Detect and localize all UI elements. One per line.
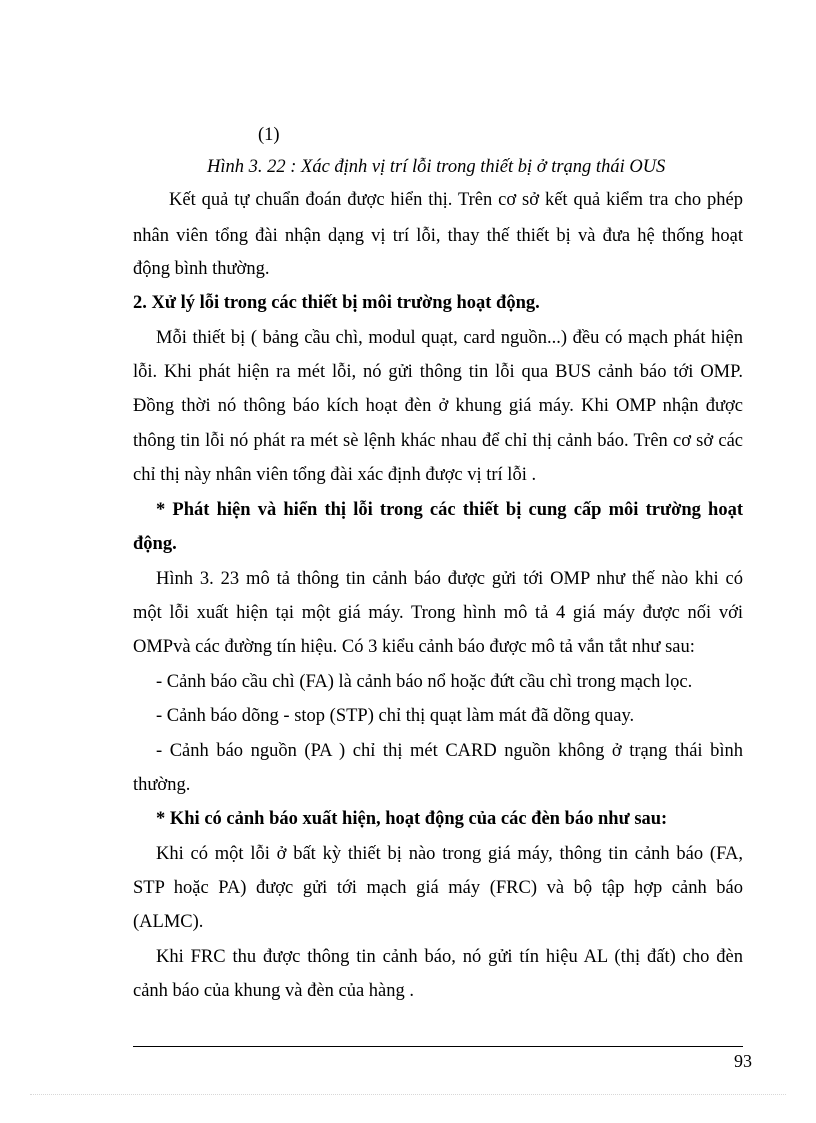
paragraph-3-line-3: OMPvà các đường tín hiệu. Có 3 kiểu cảnh báo được mô tả vắn tắt như sau:: [133, 637, 695, 657]
alarm-list-item-fuse: - Cảnh báo cầu chì (FA) là cảnh báo nổ hoặc đứt cầu chì trong mạch lọc.: [156, 672, 693, 692]
paragraph-4-line-2: STP hoặc PA) được gửi tới mạch giá máy (FRC) và bộ tập hợp cảnh báo: [133, 878, 743, 898]
paragraph-4-line-3: (ALMC).: [133, 912, 204, 932]
section-heading-2: 2. Xử lý lỗi trong các thiết bị môi trường hoạt động.: [133, 293, 540, 313]
paragraph-3-line-1: Hình 3. 23 mô tả thông tin cảnh báo được gửi tới OMP như thế nào khi có: [156, 569, 743, 589]
figure-number: (1): [258, 125, 280, 145]
paragraph-2-line-4: thông tin lỗi nó phát ra mét sè lệnh khác nhau để chỉ thị cảnh báo. Trên cơ sở các: [133, 431, 743, 451]
paragraph-2-line-5: chỉ thị này nhân viên tổng đài xác định được vị trí lỗi .: [133, 465, 537, 485]
paragraph-2-line-3: Đồng thời nó thông báo kích hoạt đèn ở khung giá máy. Khi OMP nhận được: [133, 396, 743, 416]
page-number: 93: [734, 1051, 752, 1071]
paragraph-1-line-2: nhân viên tổng đài nhận dạng vị trí lỗi, thay thế thiết bị và đưa hệ thống hoạt: [133, 226, 743, 246]
subheading-lamps: * Khi có cảnh báo xuất hiện, hoạt động của các đèn báo như sau:: [156, 809, 668, 829]
paragraph-2-line-2: lỗi. Khi phát hiện ra mét lỗi, nó gửi thông tin lỗi qua BUS cảnh báo tới OMP.: [133, 362, 743, 382]
alarm-list-item-power-line-1: - Cảnh báo nguồn (PA ) chỉ thị mét CARD nguồn không ở trạng thái bình: [156, 741, 743, 761]
alarm-list-item-power-line-2: thường.: [133, 775, 191, 795]
paragraph-2-line-1: Mỗi thiết bị ( bảng cầu chì, modul quạt, card nguồn...) đều có mạch phát hiện: [156, 328, 743, 348]
alarm-list-item-stop: - Cảnh báo dõng - stop (STP) chỉ thị quạt làm mát đã dõng quay.: [156, 706, 635, 726]
subheading-detect-line-1: * Phát hiện và hiển thị lỗi trong các thiết bị cung cấp môi trường hoạt: [156, 500, 743, 520]
paragraph-4-line-1: Khi có một lỗi ở bất kỳ thiết bị nào trong giá máy, thông tin cảnh báo (FA,: [156, 844, 743, 864]
figure-caption: Hình 3. 22 : Xác định vị trí lỗi trong thiết bị ở trạng thái OUS: [207, 157, 666, 177]
paragraph-5-line-2: cảnh báo của khung và đèn của hàng .: [133, 981, 414, 1001]
paragraph-3-line-2: một lỗi xuất hiện tại một giá máy. Trong hình mô tả 4 giá máy được nối với: [133, 603, 743, 623]
subheading-detect-line-2: động.: [133, 534, 177, 554]
paragraph-1-line-3: động bình thường.: [133, 259, 270, 279]
paragraph-1-line-1: Kết quả tự chuẩn đoán được hiển thị. Trên cơ sở kết quả kiểm tra cho phép: [169, 190, 743, 210]
page-bottom-border: [30, 1094, 786, 1095]
footer-rule: [133, 1046, 743, 1047]
paragraph-5-line-1: Khi FRC thu được thông tin cảnh báo, nó gửi tín hiệu AL (thị đất) cho đèn: [156, 947, 743, 967]
